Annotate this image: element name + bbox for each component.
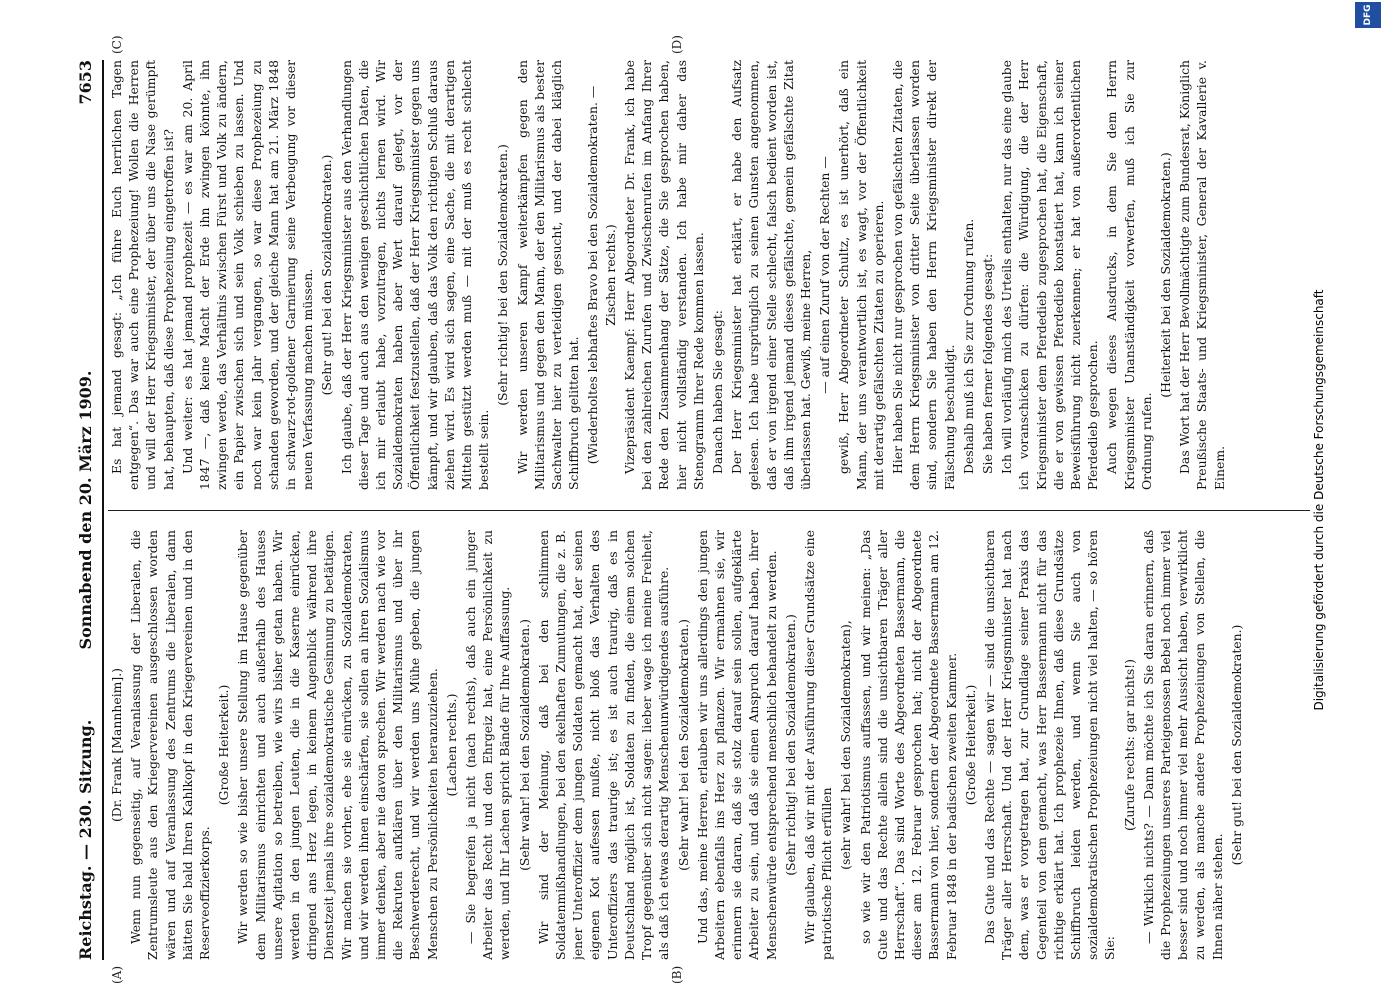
- paragraph: Deshalb muß ich Sie zur Ordnung rufen.: [960, 218, 976, 474]
- paragraph: so wie wir den Patriotismus auffassen, und wir meinen: „Das Gute und das Rechte allein sind die unsichtbaren Träger aller Herrschaft“. Das sind Worte des Abgeordneten Bassermann, die dieser am 12. Februar gesprochen hat; nicht der Abgeordnete Bassermann von hier, sondern der Abgeordnete Bassermann am 12. Februar 1848 in der badischen zweiten Kammer.: [857, 530, 959, 960]
- marker-b: (B): [670, 965, 684, 984]
- header-date: Sonnabend den 20. März 1909.: [76, 370, 95, 650]
- paragraph: — Wirklich nichts? — Dann möchte ich Sie daran erinnern, daß die Prophezeiungen unseres Parteigenossen Bebel noch immer viel besser sind und noch immer viel mehr Aussicht haben, verwirklicht zu werden, als manche andere Prophezeiungen von Stellen, die Ihnen näher stehen.: [1140, 530, 1225, 960]
- paragraph: (Dr. Frank [Mannheim].): [109, 667, 124, 823]
- paragraph: (Sehr gut! bei den Sozialdemokraten.): [1228, 624, 1244, 866]
- paragraph: (Sehr wahr! bei den Sozialdemokraten.): [675, 619, 691, 871]
- paragraph: gewiß, Herr Abgeordneter Schultz, es ist unerhört, daß ein Mann, der uns verantwortlich ist, es wagt, vor der Öffentlichkeit mit derartig gefälschten Zitaten zu operieren.: [836, 60, 886, 490]
- paragraph: Wenn nun gegenseitig, auf Veranlassung der Liberalen, die Zentrumsleute aus den Kriegervereinen ausgeschlossen worden wären und auf Veranlassung des Zentrums die Liberalen, dann hätten Sie bald Ihren Kahlkopf in den Kriegervereinen und in den Reserveoffizierkorps.: [128, 530, 213, 960]
- paragraph: (Zurufe rechts: gar nichts!): [1121, 659, 1137, 832]
- paragraph: Und das, meine Herren, erlauben wir uns allerdings den jungen Arbeitern ebenfalls ins Herz zu pflanzen. Wir ermahnen sie, wir erinnern sie daran, daß sie stolz darauf sein sollen, aufgeklärte Arbeiter zu sein, und daß sie einen Anspruch darauf haben, ihrer Menschenwürde entsprechend menschlich behandelt zu werden.: [694, 530, 779, 960]
- scanned-page: [30, 0, 1340, 1000]
- page-header: [74, 60, 100, 960]
- marker-c: (C): [110, 35, 124, 54]
- paragraph: Danach haben Sie gesagt:: [709, 310, 725, 474]
- paragraph: Der Herr Kriegsminister hat erklärt, er habe den Aufsatz gelesen. Ich habe ursprünglich zu seinen Gunsten angenommen, daß er von irgend einer Stelle schlecht, falsch bedient worden ist, daß ihm irgend jemand dieses gefälschte, gemein gefälschte Zitat überlassen hat. Gewiß, meine Herren,: [729, 60, 813, 490]
- marker-d: (D): [670, 35, 684, 54]
- paragraph: (Große Heiterkeit.): [962, 684, 978, 806]
- paragraph: Hier haben Sie nicht nur gesprochen von gefälschten Zitaten, die dem Herrn Kriegsminister von dritter Seite überlassen worden sind, sondern Sie haben den Herrn Kriegsminister direkt der Fälschung beschuldigt.: [889, 60, 957, 490]
- paragraph: Ich will vorläufig mich des Urteils enthalten, nur das eine glaube ich voranschicken zu dürfen: die Würdigung, die der Herr Kriegsminister dem Pferdedieb zugesprochen hat, die Eigenschaft, die er von gewissen Pferdedieb konstatiert hat, kann ich seiner Beweisführung nicht zuerkennen; er hat von außerordentlichen Pferdedieb gesprochen.: [999, 60, 1101, 490]
- column-divider: [108, 510, 1310, 511]
- paragraph: (Lachen rechts.): [443, 693, 459, 797]
- paragraph: (Sehr richtig! bei den Sozialdemokraten.): [782, 614, 798, 876]
- paragraph: — Sie begreifen ja nicht (nach rechts), daß auch ein junger Arbeiter das Recht und den Ehrgeiz hat, eine Persönlichkeit zu werden, und Ihr Lachen spricht Bände für Ihre Auffassung.: [463, 530, 513, 960]
- paragraph: Und weiter: es hat jemand prophezeit — es war am 20. April 1847 —, daß keine Macht der Erde ihn zwingen könnte, ihn zwingen werde, das Verhältnis zwischen Fürst und Volk zu ändern, ein Papier zwischen sich und sein Volk schieben zu lassen. Und noch war kein Jahr vergangen, so war diese Prophezeiung zu schanden geworden, und der gleiche Mann hat am 21. März 1848 in schwarz-rot-goldener Garnierung seine Verbeugung vor dieser neuen Verfassung machen müssen.: [179, 60, 316, 490]
- page-number: 7653: [76, 60, 95, 105]
- paragraph: Auch wegen dieses Ausdrucks, in dem Sie dem Herrn Kriegsminister Unanständigkeit vorwerfen, muß ich Sie zur Ordnung rufen.: [1104, 60, 1154, 490]
- right-column: [108, 60, 1320, 490]
- paragraph: Das Gute und das Rechte — sagen wir — sind die unsichtbaren Träger aller Herrschaft. Und der Herr Kriegsminister hat nach dem, was er vorgetragen hat, zur Grundlage seiner Praxis das Gegenteil von dem gemacht, was Herr Bassermann nicht für das richtige erklärt hat. Ich prophezeie Ihnen, daß diese Grundsätze Schiffbruch leiden werden, und wenn Sie auch von sozialdemokratischen Prophezeiungen nicht viel halten, — so hören Sie:: [981, 530, 1118, 960]
- paragraph: (Sehr richtig! bei den Sozialdemokraten.): [495, 144, 511, 406]
- paragraph: (Sehr wahr! bei den Sozialdemokraten.): [516, 619, 532, 871]
- paragraph: (sehr wahr! bei den Sozialdemokraten),: [838, 620, 854, 870]
- paragraph: (Sehr gut! bei den Sozialdemokraten.): [319, 154, 335, 396]
- header-session: Reichstag. — 230. Sitzung.: [76, 719, 95, 960]
- paragraph: Sie haben ferner folgendes gesagt:: [979, 253, 995, 474]
- paragraph: Wir werden so wie bisher unsere Stellung im Hause gegenüber dem Militarismus einrichten und auch außerhalb des Hauses unsere Agitation so betreiben, wie wirs bisher getan haben. Wir werden in den jungen Leuten, die in die Kaserne einrücken, dringend ans Herz legen, in keinem Augenblick während ihre Dienstzeit jemals ihre sozialdemokratische Gesinnung zu betätigen. Wir machen sie vorher, ehe sie einrücken, zu Sozialdemokraten, und wir werden ihnen einschärfen, sie sollen an ihren Sozialismus immer denken, aber nie davon sprechen. Wir werden nach wie vor die Rekruten aufklären über den Militarismus und über ihr Beschwerderecht, und wir werden uns Mühe geben, die jungen Menschen zu Persönlichkeiten heranzuziehen.: [235, 530, 440, 960]
- paragraph: — auf einen Zuruf von der Rechten —: [817, 156, 833, 394]
- paragraph: Das Wort hat der Herr Bevollmächtigte zum Bundesrat, Königlich Preußische Staats- und Kriegsminister, General der Kavallerie v. Einem.: [1177, 60, 1227, 490]
- paragraph: Ich glaube, daß der Herr Kriegsminister aus den Verhandlungen dieser Tage und auch aus den wenigen geschichtlichen Daten, die ich mir erlaubt habe, vorzutragen, nichts lernen wird. Wir Sozialdemokraten haben aber Wert darauf gelegt, vor der Öffentlichkeit festzustellen, daß der Herr Kriegsminister gegen uns kämpft, und wir glauben, daß das Volk den richtigen Schluß daraus ziehen wird. Es wird sich sagen, eine Sache, die mit derartigen Mitteln gestützt werden muß — mit der muß es recht schlecht bestellt sein.: [338, 60, 492, 490]
- left-column: [108, 530, 1320, 960]
- paragraph: Vizepräsident Kaempf: Herr Abgeordneter Dr. Frank, ich habe bei den zahlreichen Zurufen und Zwischenrufen im Anfang Ihrer Rede den Zusammenhang der Sätze, die Sie gesprochen haben, hier nicht vollständig verstanden. Ich habe mir daher das Stenogramm Ihrer Rede kommen lassen.: [621, 60, 706, 490]
- paragraph: (Heiterkeit bei den Sozialdemokraten.): [1157, 152, 1173, 398]
- paragraph: (Wiederholtes lebhaftes Bravo bei den Sozialdemokraten. — Zischen rechts.): [585, 85, 618, 465]
- paragraph: (Große Heiterkeit.): [216, 684, 232, 806]
- funding-note: Digitalisierung gefördert durch die Deutsche Forschungsgemeinschaft: [1312, 289, 1326, 711]
- dfg-logo: DFG: [1355, 2, 1381, 28]
- header-rule: [102, 60, 104, 960]
- marker-a: (A): [110, 965, 124, 984]
- paragraph: Wir werden unseren Kampf weiterkämpfen gegen den Militarismus und gegen den Mann, der den Militarismus als bester Sachwalter hier zu verteidigen gesucht, und der dabei kläglich Schiffbruch gelitten hat.: [514, 60, 582, 490]
- paragraph: Es hat jemand gesagt: „Ich führe Euch herrlichen Tagen entgegen“. Das war auch eine Prophezeiung! Wollen die Herren und will der Herr Kriegsminister, der über uns die Nase gerümpft hat, behaupten, daß diese Prophezeiung eingetroffen ist?: [109, 60, 176, 490]
- paragraph: Wir sind der Meinung, daß bei den schlimmen Soldatenmißhandlungen, bei den ekelhaften Zumutungen, die z. B. jener Unteroffizier dem jungen Soldaten gemacht hat, der seinen eigenen Kot aufessen mußte, nicht bloß das Verhalten des Unteroffiziers das traurige ist; es ist auch traurig, daß es in Deutschland möglich ist, Soldaten zu finden, die einem solchen Tropf gegenüber sich nicht sagen: lieber wage ich meine Freiheit, als daß ich etwas derartig Menschenunwürdigendes ausführe.: [535, 530, 672, 960]
- paragraph: Wir glauben, daß wir mit der Ausführung dieser Grundsätze eine patriotische Pflicht erfüllen: [801, 530, 835, 960]
